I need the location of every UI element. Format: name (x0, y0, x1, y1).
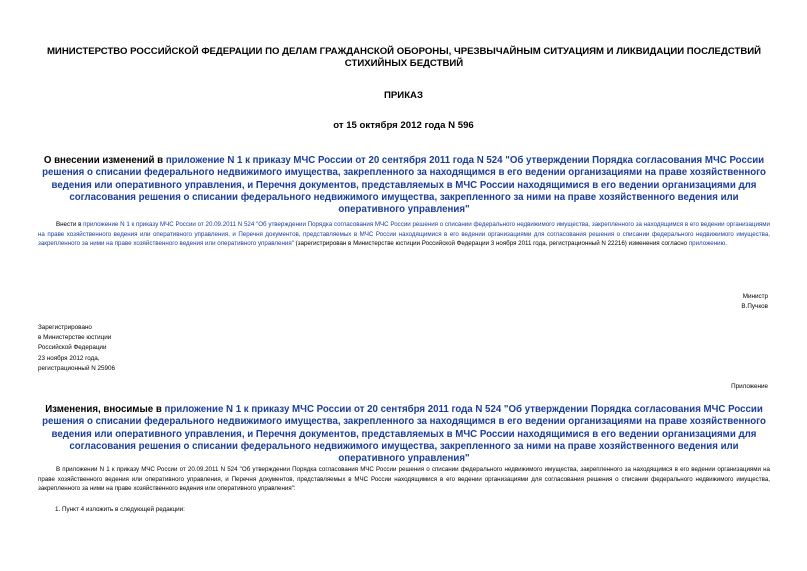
registration-line: 23 ноября 2012 года, (38, 354, 100, 362)
appendix-link[interactable]: приложению (688, 240, 726, 248)
order-paragraph-link[interactable]: приложение N 1 к приказу МЧС России от 20.09.2011 N 524 "Об утверждении Порядка согласования МЧС России решения о списании федерального недвижимого имущества, закрепленного за находящимся в его ведении организациями на праве хозяйственного ведения или оперативного управления, и Перечня документов, представляемых в МЧС России находящимися в его ведении организациями для согласования решения о списании федерального недвижимого имущества, закрепленного за ними на праве хозяйственного ведения или оперативного управления" (38, 221, 770, 248)
appendix-heading-link[interactable]: приложение N 1 к приказу МЧС России от 20 сентября 2011 года N 524 "Об утверждении Порядка согласования МЧС России решения о списании федерального недвижимого имущества, закрепленного за находящимся в его ведении организациями на праве хозяйственного ведения или оперативного управления, и Перечня документов, представляемых в МЧС России находящимися в его ведении организациями для согласования решения о списании федерального недвижимого имущества, закрепленного за ними на праве хозяйственного ведения или оперативного управления" (42, 404, 766, 465)
registration-line: Российской Федерации (38, 344, 107, 352)
ministry-name: МИНИСТЕРСТВО РОССИЙСКОЙ ФЕДЕРАЦИИ ПО ДЕЛАМ ГРАЖДАНСКОЙ ОБОРОНЫ, ЧРЕЗВЫЧАЙНЫМ СИТУАЦИЯМ И ЛИКВИДАЦИИ ПОСЛЕДСТВИЙ СТИХИЙНЫХ БЕДСТВИЙ (46, 46, 762, 69)
registration-line: в Министерстве юстиции (38, 334, 112, 342)
order-date: от 15 октября 2012 года N 596 (333, 120, 474, 131)
signature-position: Министр (742, 293, 768, 300)
registration-block (38, 323, 115, 374)
signature-name: В.Пучков (741, 303, 768, 310)
registration-line: регистрационный N 25906 (38, 364, 116, 372)
order-paragraph-prefix: Внести в (56, 221, 84, 228)
order-heading-prefix: О внесении изменений в (43, 155, 166, 166)
appendix-heading (38, 404, 770, 465)
order-paragraph (38, 220, 770, 249)
appendix-heading-prefix: Изменения, вносимые в (45, 404, 165, 415)
order-heading-link[interactable]: приложение N 1 к приказу МЧС России от 20 сентября 2011 года N 524 "Об утверждении Порядка согласования МЧС России решения о списании федерального недвижимого имущества, закрепленного за находящимся в его ведении организациями на праве хозяйственного ведения или оперативного управления, и Перечня документов, представляемых в МЧС России находящимися в его ведении организациями для согласования решения о списании федерального недвижимого имущества, закрепленного за ними на праве хозяйственного ведения или оперативного управления" (42, 155, 766, 216)
order-title: ПРИКАЗ (384, 90, 423, 101)
order-heading (38, 155, 770, 216)
registration-line: Зарегистрировано (38, 324, 92, 331)
order-paragraph-middle: (зарегистрирован в Министерстве юстиции Российской Федерации 3 ноября 2011 года, регистрационный N 22216) изменения согласно (293, 240, 689, 248)
appendix-label: Приложение (731, 383, 768, 390)
appendix-paragraph: В приложении N 1 к приказу МЧС России от 20.09.2011 N 524 "Об утверждении Порядка согласования МЧС России решения о списании федерального недвижимого имущества, закрепленного за находящимся в его ведении организациями на праве хозяйственного ведения или оперативного управления, и Перечня документов, представляемых в МЧС России находящимися в его ведении организациями для согласования решения о списании федерального недвижимого имущества, закрепленного за ними на праве хозяйственного ведения или оперативного управления": (38, 466, 770, 493)
order-paragraph-suffix: . (725, 240, 727, 248)
list-item: 1. Пункт 4 изложить в следующей редакции: (55, 506, 185, 513)
signature-block (741, 292, 768, 312)
